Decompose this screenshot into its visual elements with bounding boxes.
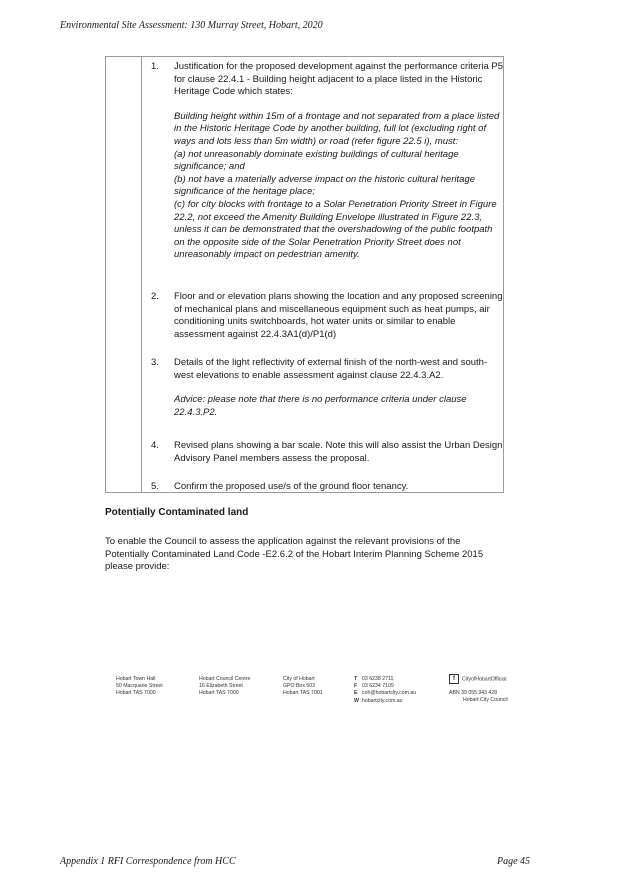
table-column-divider <box>141 57 142 492</box>
item-paragraph: Revised plans showing a bar scale. Note this will also assist the Urban Design Advisory Panel members assess the proposal. <box>174 440 503 464</box>
item-number: 3. <box>151 357 159 368</box>
quoted-criteria: (a) not unreasonably dominate existing buildings of cultural heritage significance; and <box>174 148 459 173</box>
advice-note: Advice: please note that there is no performance criteria under clause 22.4.3.P2. <box>174 394 467 418</box>
item-paragraph: Details of the light reflectivity of external finish of the north-west and south-west elevations to enable assessment against clause 22.4.3.A2. <box>174 357 488 381</box>
footer-address-town-hall: Hobart Town Hall 50 Macquarie Street Hobart TAS 7000 <box>116 676 163 697</box>
item-paragraph: Confirm the proposed use/s of the ground floor tenancy. <box>174 481 409 492</box>
quoted-criteria: (b) not have a materially adverse impact on the historic cultural heritage significance of the heritage place; <box>174 173 475 198</box>
quoted-criteria: (c) for city blocks with frontage to a Solar Penetration Priority Street in Figure 22.2, not exceed the Amenity Building Envelope illustrated in Figure 22.3, unless it can be demonstrated that the overshadowing of the public footpath on the opposite side of the Solar Penetration Priority Street does not unreasonably impact on pedestrian amenity. <box>174 198 497 261</box>
council-name: Hobart City Council <box>463 697 508 704</box>
item-number: 1. <box>151 61 159 72</box>
section-heading: Potentially Contaminated land <box>105 507 249 518</box>
page-header: Environmental Site Assessment: 130 Murray Street, Hobart, 2020 <box>60 20 323 31</box>
footer-address-council-centre: Hobart Council Centre 16 Elizabeth Street Hobart TAS 7000 <box>199 676 251 697</box>
section-paragraph: To enable the Council to assess the application against the relevant provisions of the Potentially Contaminated Land Code -E2.6.2 of the Hobart Interim Planning Scheme 2015 please provide: <box>105 536 484 573</box>
footer-postal-address: City of Hobart GPO Box 503 Hobart TAS 7001 <box>283 676 323 697</box>
item-text <box>174 61 504 262</box>
item-number: 2. <box>151 291 159 302</box>
page-footer-label: Appendix 1 RFI Correspondence from HCC <box>60 856 236 867</box>
item-number: 5. <box>151 481 159 492</box>
item-text <box>174 440 504 465</box>
requirements-table <box>105 56 504 493</box>
abn: ABN 39 055 343 428 <box>449 690 498 696</box>
item-number: 4. <box>151 440 159 451</box>
item-paragraph: Floor and or elevation plans showing the location and any proposed screening of mechanical plans and miscellaneous equipment such as heat pumps, air conditioning units switchboards, hot water units or similar to enable assessment against 22.4.3A1(d)/P1(d) <box>174 291 503 340</box>
footer-social <box>449 674 508 704</box>
item-text <box>174 481 504 494</box>
footer-contact: T 03 6238 2711 F 03 6234 7109 E coh@hobartcity.com.au W hobartcity.com.au <box>354 676 417 704</box>
facebook-link[interactable]: CityofHobartOfficial <box>462 676 507 683</box>
email-link[interactable]: coh@hobartcity.com.au <box>362 690 417 697</box>
quoted-criteria: Building height within 15m of a frontage and not separated from a place listed in the Historic Heritage Code by another building, full lot (excluding right of ways and lots less than 5m width) or road (refer figure 22.5 i), must: <box>174 110 500 147</box>
item-text <box>174 357 504 419</box>
page-number: Page 45 <box>497 856 531 867</box>
website-link[interactable]: hobartcity.com.au <box>362 697 403 704</box>
facebook-icon: f <box>449 674 459 684</box>
item-paragraph: Justification for the proposed development against the performance criteria P5 for clause 22.4.1 - Building height adjacent to a place listed in the Historic Heritage Code which states: <box>174 61 503 98</box>
item-text <box>174 291 504 341</box>
